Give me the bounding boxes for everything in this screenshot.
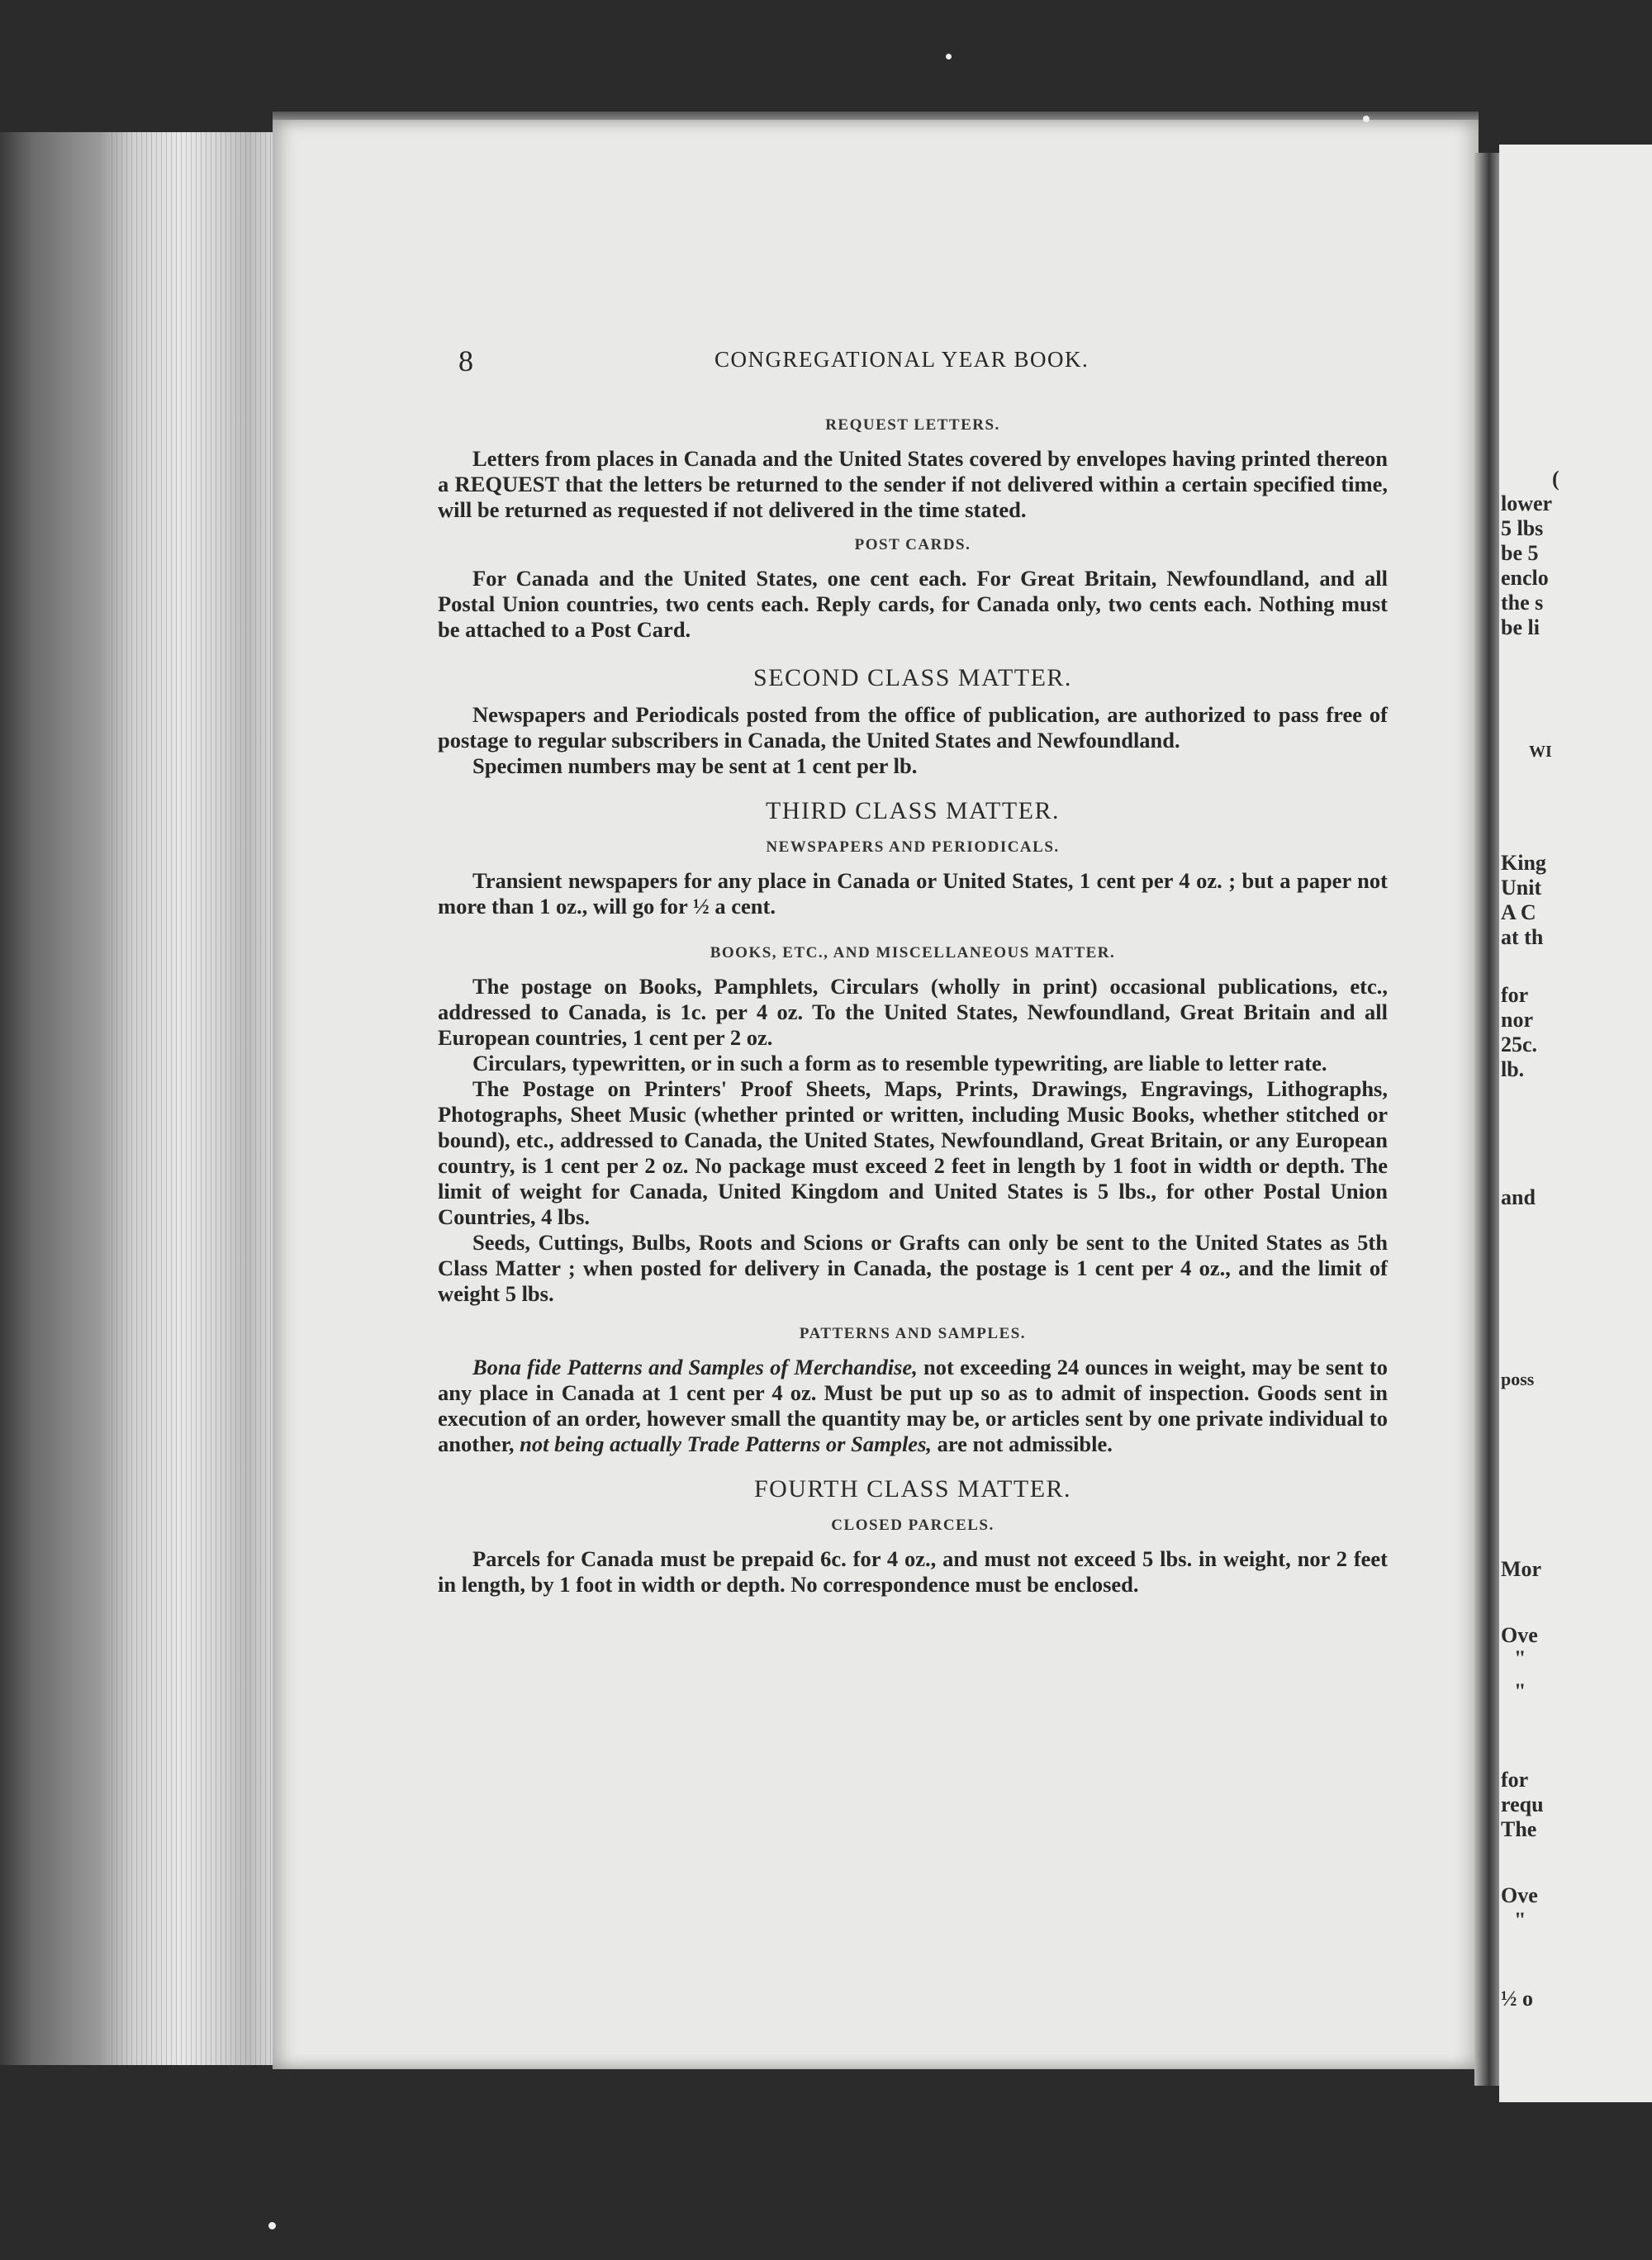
- post-cards-paragraph: For Canada and the United States, one cent each. For Great Britain, Newfoundland, and all Postal Union countries, two cents each. Reply cards, for Canada only, two cents each. Nothing must be attached to a Post Card.: [438, 566, 1388, 642]
- facing-fragment: for: [1501, 1768, 1529, 1792]
- page-content: [438, 330, 1388, 1598]
- page-number: 8: [458, 344, 474, 377]
- patterns-italic-a: Bona fide Patterns and Samples of Merchandise,: [472, 1355, 918, 1379]
- patterns-text-a: not exceeding 24 ounces in weight, may be sent to any place in Canada at 1 cent per 4 oz. Must be put up so as to admit of inspection. Goods sent in execution of an order, however small the quantity may be, or articles sent by one private individual to another,: [438, 1355, 1388, 1456]
- patterns-text-b: are not admissible.: [932, 1431, 1113, 1456]
- second-class-paragraph: Newspapers and Periodicals posted from the office of publication, are authorized to pass free of postage to regular subscribers in Canada, the United States and Newfoundland.: [438, 702, 1388, 753]
- third-class-paragraph: Seeds, Cuttings, Bulbs, Roots and Scions or Grafts can only be sent to the United States as 5th Class Matter ; when posted for delivery in Canada, the postage is 1 cent per 4 oz., and the limit of weight 5 lbs.: [438, 1230, 1388, 1306]
- facing-fragment: be 5: [1501, 541, 1539, 565]
- facing-fragment: ": [1514, 1646, 1526, 1670]
- third-class-paragraph: Transient newspapers for any place in Canada or United States, 1 cent per 4 oz. ; but a paper not more than 1 oz., will go for ½ a cent.: [438, 868, 1388, 919]
- facing-fragment: The: [1501, 1817, 1537, 1841]
- facing-fragment: at th: [1501, 925, 1544, 949]
- facing-page: [1499, 145, 1652, 2102]
- subheading-books: BOOKS, ETC., AND MISCELLANEOUS MATTER.: [710, 944, 1116, 961]
- facing-fragment: (: [1552, 467, 1559, 491]
- third-class-paragraph: The postage on Books, Pamphlets, Circulars (wholly in print) occasional publications, etc., addressed to Canada, is 1c. per 4 oz. To the United States, Newfoundland, Great Britain and all European countries, 1 cent per 2 oz.: [438, 974, 1388, 1050]
- patterns-paragraph: [438, 1355, 1388, 1457]
- heading-second-class: SECOND CLASS MATTER.: [753, 664, 1072, 691]
- book-gutter: [1474, 153, 1499, 2086]
- facing-fragment: 5 lbs: [1501, 516, 1544, 540]
- subheading-patterns: PATTERNS AND SAMPLES.: [799, 1325, 1027, 1342]
- fourth-class-paragraph: Parcels for Canada must be prepaid 6c. for 4 oz., and must not exceed 5 lbs. in weight, nor 2 feet in length, by 1 foot in width or depth. No correspondence must be enclosed.: [438, 1546, 1388, 1597]
- facing-fragment: Mor: [1501, 1557, 1542, 1581]
- request-letters-paragraph: Letters from places in Canada and the United States covered by envelopes having printed thereon a REQUEST that the letters be returned to the sender if not delivered within a certain specified time, will be returned as requested if not delivered in the time stated.: [438, 446, 1388, 522]
- facing-fragment: ": [1514, 1679, 1526, 1703]
- facing-fragment: for: [1501, 983, 1529, 1007]
- facing-fragment: Unit: [1501, 876, 1542, 900]
- facing-fragment: and: [1501, 1185, 1536, 1209]
- facing-fragment: Ove: [1501, 1883, 1538, 1907]
- dust-speck: [946, 54, 952, 59]
- facing-fragment: King: [1501, 851, 1546, 875]
- subheading-closed-parcels: CLOSED PARCELS.: [831, 1517, 995, 1534]
- third-class-paragraph: Circulars, typewritten, or in such a form as to resemble typewriting, are liable to letter rate.: [472, 1051, 1327, 1075]
- dust-speck: [268, 2222, 276, 2229]
- heading-post-cards: POST CARDS.: [854, 536, 971, 553]
- facing-fragment: 25c.: [1501, 1033, 1538, 1056]
- facing-fragment: poss: [1501, 1369, 1535, 1389]
- running-title: CONGREGATIONAL YEAR BOOK.: [714, 347, 1089, 372]
- second-class-paragraph: Specimen numbers may be sent at 1 cent per lb.: [472, 753, 918, 778]
- facing-fragment: ": [1514, 1908, 1526, 1932]
- patterns-italic-b: not being actually Trade Patterns or Samples,: [520, 1431, 933, 1456]
- facing-fragment: lower: [1501, 491, 1553, 515]
- heading-fourth-class: FOURTH CLASS MATTER.: [753, 1475, 1072, 1503]
- facing-fragment: Ove: [1501, 1623, 1538, 1647]
- facing-fragment: WI: [1529, 743, 1552, 761]
- facing-fragment: requ: [1501, 1792, 1544, 1816]
- facing-fragment: enclo: [1501, 566, 1549, 590]
- facing-fragment: ½ o: [1501, 1987, 1533, 2011]
- facing-fragment: the s: [1501, 591, 1544, 615]
- facing-fragment: lb.: [1501, 1057, 1525, 1081]
- facing-fragment: nor: [1501, 1008, 1533, 1032]
- third-class-paragraph: The Postage on Printers' Proof Sheets, Maps, Prints, Drawings, Engravings, Lithographs, Photographs, Sheet Music (whether printed or written, including Music Books, whether stitched or bound), etc., addressed to Canada, the United States, Newfoundland, Great Britain, or any European country, is 1 cent per 2 oz. No package must exceed 2 feet in length by 1 foot in width or depth. The limit of weight for Canada, United Kingdom and United States is 5 lbs., for other Postal Union Countries, 4 lbs.: [438, 1076, 1388, 1229]
- dust-speck: [1363, 116, 1370, 122]
- heading-third-class: THIRD CLASS MATTER.: [765, 797, 1061, 824]
- heading-request-letters: REQUEST LETTERS.: [825, 416, 1000, 434]
- facing-fragment: A C: [1501, 900, 1536, 924]
- page-edge-lines: [112, 132, 277, 2065]
- subheading-newspapers: NEWSPAPERS AND PERIODICALS.: [766, 838, 1060, 856]
- facing-fragment: be li: [1501, 615, 1540, 639]
- running-head: [438, 330, 1388, 380]
